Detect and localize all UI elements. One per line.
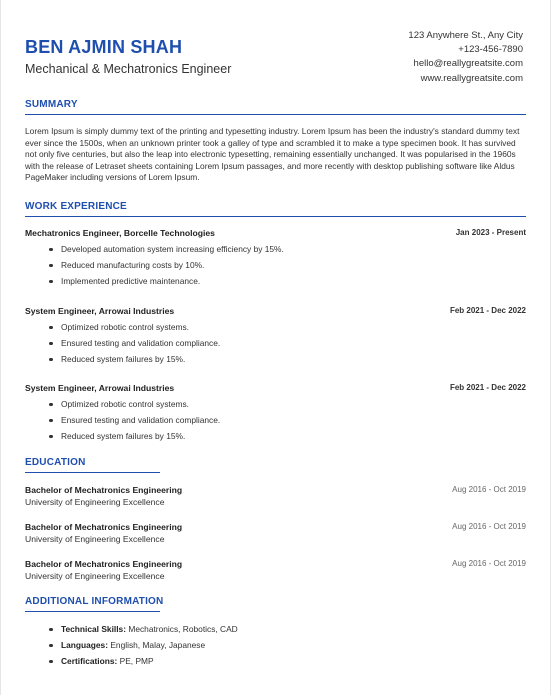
job-role: System Engineer, Arrowai Industries bbox=[25, 306, 175, 316]
section-title-education: EDUCATION bbox=[25, 457, 86, 468]
section-divider bbox=[25, 114, 526, 115]
job-bullet: Reduced system failures by 15%. bbox=[25, 431, 526, 447]
additional-info-label: Languages: bbox=[61, 640, 108, 650]
contact-block bbox=[408, 29, 523, 86]
additional-info-label: Certifications: bbox=[61, 656, 118, 666]
job-bullet: Ensured testing and validation compliance. bbox=[25, 338, 526, 354]
education-dates: Aug 2016 - Oct 2019 bbox=[452, 485, 526, 494]
education-dates: Aug 2016 - Oct 2019 bbox=[452, 559, 526, 568]
additional-info-list bbox=[25, 624, 238, 672]
job-entry bbox=[25, 306, 526, 370]
job-bullet: Ensured testing and validation compliance. bbox=[25, 415, 526, 431]
contact-website[interactable]: www.reallygreatsite.com bbox=[420, 72, 523, 84]
additional-info-label: Technical Skills: bbox=[61, 624, 127, 634]
education-entry bbox=[25, 522, 526, 544]
job-bullet: Reduced system failures by 15%. bbox=[25, 354, 526, 370]
section-title-summary: SUMMARY bbox=[25, 99, 78, 110]
education-entry bbox=[25, 559, 526, 581]
job-dates: Feb 2021 - Dec 2022 bbox=[449, 306, 526, 315]
education-dates: Aug 2016 - Oct 2019 bbox=[452, 522, 526, 531]
job-bullet: Implemented predictive maintenance. bbox=[25, 276, 526, 292]
job-dates: Jan 2023 - Present bbox=[455, 228, 526, 237]
job-bullet: Optimized robotic control systems. bbox=[25, 399, 526, 415]
education-degree: Bachelor of Mechatronics Engineering bbox=[25, 559, 183, 569]
additional-info-value: PE, PMP bbox=[117, 656, 154, 666]
additional-info-value: English, Malay, Japanese bbox=[108, 640, 206, 650]
additional-info-item bbox=[25, 656, 238, 672]
section-divider bbox=[25, 472, 160, 473]
candidate-name: BEN AJMIN SHAH bbox=[25, 37, 183, 57]
additional-info-item bbox=[25, 640, 238, 656]
additional-info-item bbox=[25, 624, 238, 640]
education-school: University of Engineering Excellence bbox=[25, 497, 165, 507]
education-degree: Bachelor of Mechatronics Engineering bbox=[25, 485, 183, 495]
job-role: System Engineer, Arrowai Industries bbox=[25, 383, 175, 393]
section-title-experience: WORK EXPERIENCE bbox=[25, 201, 127, 212]
job-dates: Feb 2021 - Dec 2022 bbox=[449, 383, 526, 392]
job-bullet: Developed automation system increasing efficiency by 15%. bbox=[25, 244, 526, 260]
job-role: Mechatronics Engineer, Borcelle Technologies bbox=[25, 228, 215, 238]
job-entry bbox=[25, 228, 526, 292]
education-entry bbox=[25, 485, 526, 507]
education-degree: Bachelor of Mechatronics Engineering bbox=[25, 522, 183, 532]
job-bullet: Reduced manufacturing costs by 10%. bbox=[25, 260, 526, 276]
job-bullet: Optimized robotic control systems. bbox=[25, 322, 526, 338]
education-school: University of Engineering Excellence bbox=[25, 534, 165, 544]
job-entry bbox=[25, 383, 526, 447]
contact-address: 123 Anywhere St., Any City bbox=[408, 30, 523, 41]
section-divider bbox=[25, 216, 526, 217]
summary-text: Lorem Ipsum is simply dummy text of the printing and typesetting industry. Lorem Ipsum has been the industry's standard dummy text ever since the 1500s, when an unknown printer took a galley of type and scrambled it to make a type specimen book. It has survived not only five centuries, but also the leap into electronic typesetting, remaining essentially unchanged. It was popularised in the 1960s with the release of Letraset sheets containing Lorem Ipsum passages, and more recently with desktop publishing software like Aldus PageMaker including versions of Lorem Ipsum. bbox=[25, 126, 520, 183]
section-title-additional: ADDITIONAL INFORMATION bbox=[25, 596, 164, 607]
contact-email[interactable]: hello@reallygreatsite.com bbox=[413, 58, 523, 70]
contact-phone: +123-456-7890 bbox=[458, 44, 523, 56]
additional-info-value: Mechatronics, Robotics, CAD bbox=[126, 624, 238, 634]
section-divider bbox=[25, 611, 160, 612]
education-school: University of Engineering Excellence bbox=[25, 571, 165, 581]
candidate-title: Mechanical & Mechatronics Engineer bbox=[25, 62, 232, 76]
